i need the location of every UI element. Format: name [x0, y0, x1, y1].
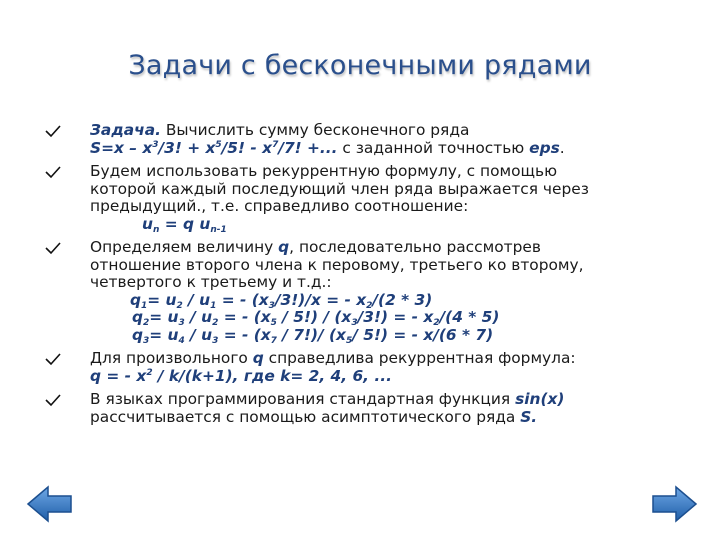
recurrence-line-2: которой каждый последующий член ряда выражается через	[90, 179, 589, 198]
task-label: Задача.	[90, 121, 161, 139]
series-line: $S=x - x^3/3$! + $x^5/5$! - $x^7/7$! +... с заданной точностью eps.	[90, 138, 565, 157]
slide-title: Задачи с бесконечными рядами	[128, 50, 592, 81]
eps-value: eps	[529, 138, 560, 157]
q-line-1: Определяем величину q, последовательно рассмотрев	[90, 238, 541, 256]
check-icon	[44, 165, 62, 179]
general-q-formula: q = - $x^2 / k/(k+1)$, где k= 2, 4, 6, ...	[90, 366, 392, 385]
q-line-2: отношение второго члена к перовому, третьего ко второму,	[90, 255, 584, 274]
bullet-general-q	[44, 350, 694, 385]
next-slide-button[interactable]	[650, 484, 698, 524]
check-icon	[44, 124, 62, 138]
task-line	[90, 122, 694, 140]
bullet-recurrence	[44, 163, 694, 233]
q1-formula: $q_1= u_2 / u_1$ = - $(x_3/3!)/x$ = - $x_2/(2 * 3)$	[130, 290, 433, 311]
q2-formula: $q_2= u_3 / u_2$ = - $(x_5 / 5!) / (x_3/3!)$ = - $x_2/(4 * 5)$	[132, 308, 500, 328]
task-text: Вычислить сумму бесконечного ряда	[160, 121, 470, 139]
bullet-q-derivation	[44, 239, 694, 344]
prev-slide-button[interactable]	[26, 484, 74, 524]
q-line-3: четвертого к третьему и т.д.:	[90, 273, 332, 291]
q3-formula: $q_3= u_4 / u_3$ = - $(x_7 / 7!)/$ ($x_5/$ 5!) = - x/(6 * 7)	[132, 325, 494, 346]
series-formula: $S=x - x^3/3$! + $x^5/5$! - $x^7/7$! +...	[90, 138, 338, 157]
eps-text: с заданной точностью	[337, 138, 530, 157]
sin-line-1: В языках программирования стандартная функция sin(x)	[90, 390, 565, 408]
check-icon	[44, 393, 62, 407]
general-q-line-1: Для произвольного q справедлива рекуррентная формула:	[90, 349, 576, 367]
sin-line-2: рассчитывается с помощью асимптотического ряда S.	[90, 407, 538, 426]
bullet-sin	[44, 391, 694, 426]
recurrence-line-1: Будем использовать рекуррентную формулу, с помощью	[90, 162, 558, 180]
check-icon	[44, 352, 62, 366]
bullet-task	[44, 122, 694, 157]
recurrence-line-3: предыдущий., т.е. справедливо соотношение:	[90, 197, 469, 215]
slide-body	[44, 122, 694, 426]
check-icon	[44, 241, 62, 255]
arrow-left-icon	[26, 484, 74, 524]
arrow-right-icon	[650, 484, 698, 524]
recurrence-formula: $u_n = q$ $u_{n-1}$	[142, 214, 227, 235]
